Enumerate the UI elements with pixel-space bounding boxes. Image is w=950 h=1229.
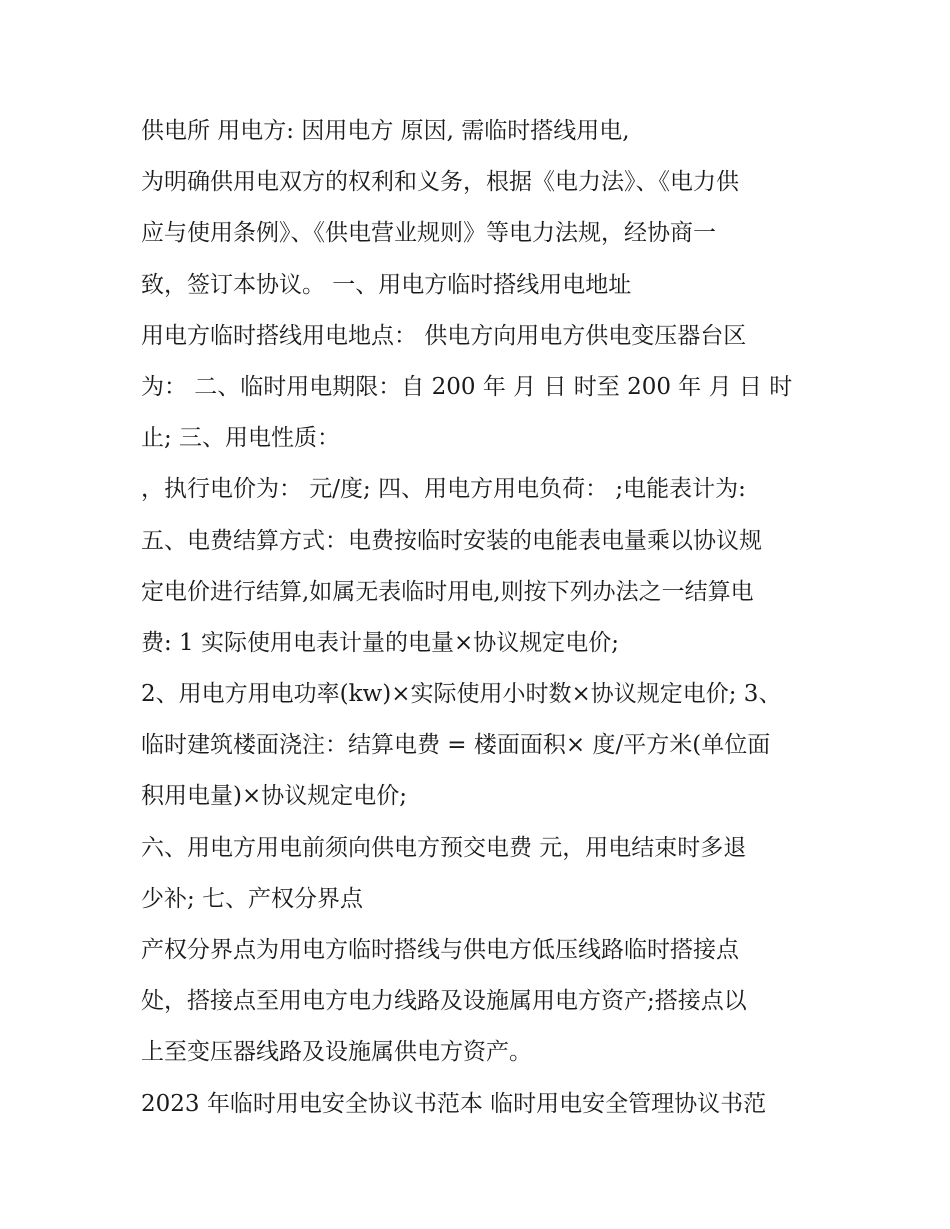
text-line-2: 为明确供用电双方的权利和义务，根据《电力法》、《电力供: [141, 169, 739, 196]
text-line-19: 上至变压器线路及设施属供电方资产。: [141, 1039, 532, 1066]
text-line-1: 供电所 用电方: 因用电方 原因, 需临时搭线用电,: [141, 118, 630, 144]
text-line-13: 临时建筑楼面浇注：结算电费 = 楼面面积× 度/平方米(单位面: [141, 732, 771, 759]
text-line-15: 六、用电方用电前须向供电方预交电费 元，用电结束时多退: [141, 834, 747, 861]
text-line-7: 止; 三、用电性质：: [141, 425, 341, 452]
text-line-12: 2、用电方用电功率(kw)×实际使用小时数×协议规定电价; 3、: [141, 681, 782, 708]
text-line-14: 积用电量)×协议规定电价;: [141, 783, 407, 810]
document-body: [141, 106, 821, 1130]
text-line-17: 产权分界点为用电方临时搭线与供电方低压线路临时搭接点: [141, 937, 739, 963]
text-line-4: 致，签订本协议。 一、用电方临时搭线用电地址: [141, 271, 632, 298]
text-line-11: 费: 1 实际使用电表计量的电量×协议规定电价;: [141, 629, 620, 656]
text-line-20: 2023 年临时用电安全协议书范本 临时用电安全管理协议书范: [141, 1090, 767, 1117]
text-line-5: 用电方临时搭线用电地点： 供电方向用电方供电变压器台区: [141, 322, 747, 349]
text-line-9: 五、电费结算方式：电费按临时安装的电能表电量乘以协议规: [141, 527, 762, 554]
text-line-8: ，执行电价为： 元/度; 四、用电方用电负荷： ;电能表计为:: [141, 476, 746, 503]
text-line-18: 处，搭接点至用电方电力线路及设施属用电方资产;搭接点以: [141, 988, 747, 1015]
text-line-10: 定电价进行结算,如属无表临时用电,则按下列办法之一结算电: [141, 578, 754, 605]
text-line-16: 少补; 七、产权分界点: [141, 885, 364, 912]
text-line-3: 应与使用条例》、《供电营业规则》等电力法规，经协商一: [141, 220, 716, 247]
text-line-6: 为： 二、临时用电期限：自 200 年 月 日 时至 200 年 月 日 时: [141, 373, 793, 400]
